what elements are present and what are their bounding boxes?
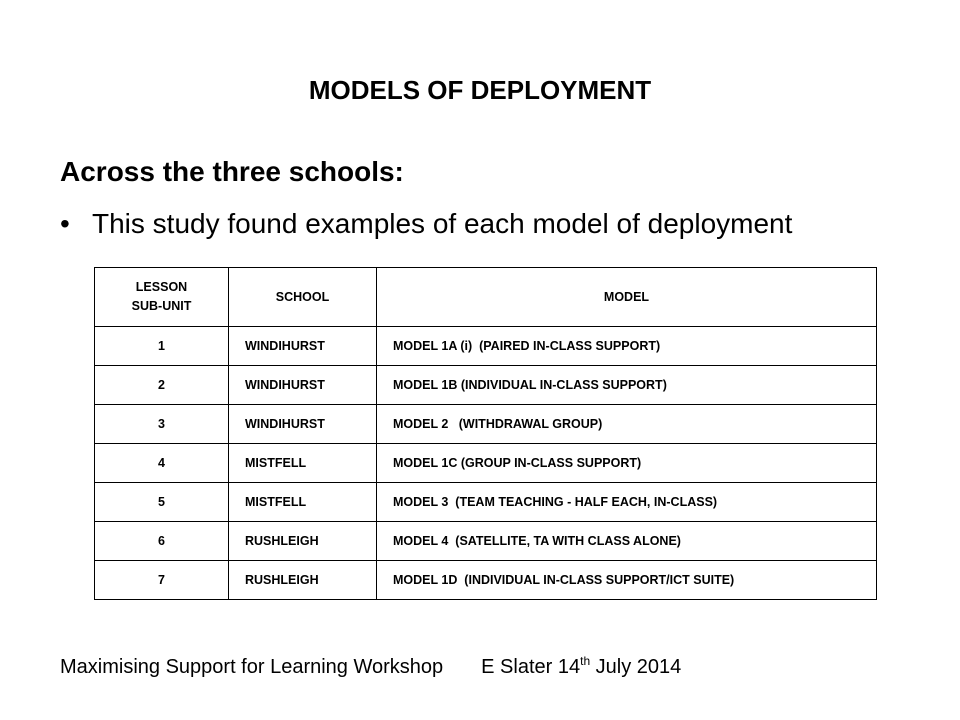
table-header-row bbox=[95, 268, 877, 327]
cell-model: MODEL 1B (INDIVIDUAL IN-CLASS SUPPORT) bbox=[377, 366, 877, 405]
cell-school: WINDIHURST bbox=[229, 327, 377, 366]
table-row bbox=[95, 561, 877, 600]
footer bbox=[60, 652, 681, 682]
header-model: MODEL bbox=[377, 268, 877, 327]
footer-author-date bbox=[481, 656, 681, 678]
bullet-icon: • bbox=[60, 208, 70, 239]
header-school: SCHOOL bbox=[229, 268, 377, 327]
footer-author-date-prefix: E Slater 14 bbox=[481, 656, 581, 678]
table-row bbox=[95, 444, 877, 483]
footer-date-rest: July 2014 bbox=[590, 656, 682, 678]
deployment-table bbox=[94, 267, 877, 600]
cell-school: WINDIHURST bbox=[229, 405, 377, 444]
cell-model: MODEL 2 (WITHDRAWAL GROUP) bbox=[377, 405, 877, 444]
cell-school: RUSHLEIGH bbox=[229, 561, 377, 600]
bullet-text: This study found examples of each model of deployment bbox=[92, 208, 793, 239]
cell-school: MISTFELL bbox=[229, 483, 377, 522]
cell-lesson: 4 bbox=[95, 444, 229, 483]
header-lesson-sub-unit bbox=[95, 268, 229, 327]
footer-workshop-name: Maximising Support for Learning Workshop bbox=[60, 656, 444, 678]
table-row bbox=[95, 327, 877, 366]
cell-lesson: 3 bbox=[95, 405, 229, 444]
footer-ordinal-suffix: th bbox=[580, 654, 591, 668]
cell-lesson: 1 bbox=[95, 327, 229, 366]
header-lesson-line1: LESSON bbox=[135, 280, 188, 294]
cell-school: MISTFELL bbox=[229, 444, 377, 483]
cell-model: MODEL 4 (SATELLITE, TA WITH CLASS ALONE) bbox=[377, 522, 877, 561]
cell-lesson: 6 bbox=[95, 522, 229, 561]
cell-lesson: 5 bbox=[95, 483, 229, 522]
table-row bbox=[95, 522, 877, 561]
cell-model: MODEL 1D (INDIVIDUAL IN-CLASS SUPPORT/ICT SUITE) bbox=[377, 561, 877, 600]
cell-model: MODEL 1A (i) (PAIRED IN-CLASS SUPPORT) bbox=[377, 327, 877, 366]
cell-model: MODEL 1C (GROUP IN-CLASS SUPPORT) bbox=[377, 444, 877, 483]
cell-lesson: 7 bbox=[95, 561, 229, 600]
bullet-point bbox=[60, 204, 792, 244]
cell-model: MODEL 3 (TEAM TEACHING - HALF EACH, IN-CLASS) bbox=[377, 483, 877, 522]
cell-school: RUSHLEIGH bbox=[229, 522, 377, 561]
subheading: Across the three schools: bbox=[60, 156, 404, 187]
table-row bbox=[95, 483, 877, 522]
table-row bbox=[95, 405, 877, 444]
header-lesson-line2: SUB-UNIT bbox=[131, 299, 192, 313]
cell-school: WINDIHURST bbox=[229, 366, 377, 405]
table-row bbox=[95, 366, 877, 405]
cell-lesson: 2 bbox=[95, 366, 229, 405]
slide-title: MODELS OF DEPLOYMENT bbox=[308, 75, 652, 105]
